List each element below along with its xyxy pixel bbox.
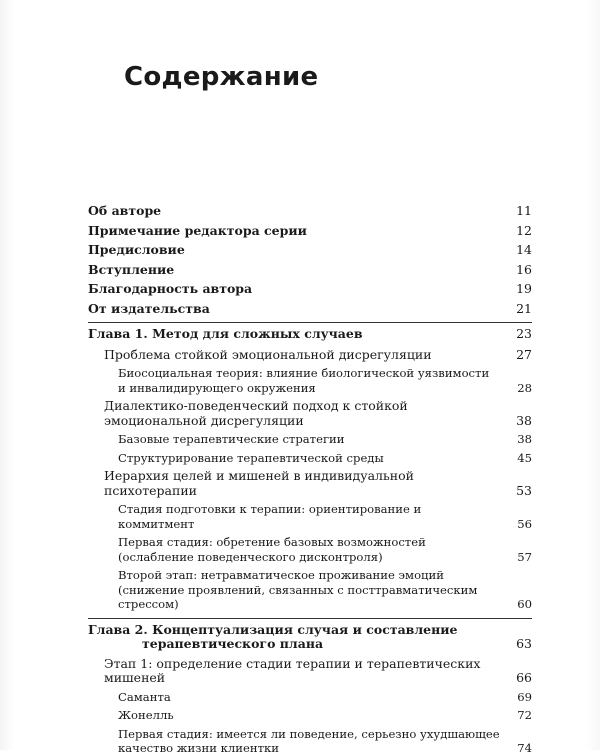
toc-entry-page: 27 <box>516 346 532 362</box>
toc-entry-title: Структурирование терапевтической среды <box>118 450 384 465</box>
toc-entry-title: От издательства <box>88 300 210 316</box>
toc-entry-page: 57 <box>517 549 532 564</box>
toc-entry[interactable] <box>88 302 532 317</box>
toc-entry[interactable] <box>88 657 532 686</box>
toc-entry-page: 12 <box>516 222 532 238</box>
toc-entry-page: 53 <box>516 482 532 498</box>
toc-entry-page: 45 <box>517 450 532 465</box>
toc-entry[interactable] <box>88 568 532 612</box>
toc-entry[interactable] <box>88 535 532 564</box>
toc-entry-page: 16 <box>516 261 532 277</box>
toc-entry[interactable] <box>88 243 532 258</box>
toc-chapter-heading[interactable] <box>88 623 532 652</box>
toc-entry[interactable] <box>88 469 532 498</box>
toc-entry-page: 23 <box>516 326 532 341</box>
toc-chapter-heading[interactable] <box>88 327 532 342</box>
table-of-contents <box>88 204 532 756</box>
toc-entry-title: Саманта <box>118 689 171 704</box>
toc-entry[interactable] <box>88 399 532 428</box>
toc-chapter-title <box>88 623 510 652</box>
toc-chapter-title-line1: Глава 2. Концептуализация случая и составление <box>88 621 458 637</box>
section-divider <box>88 618 532 619</box>
toc-entry-page: 60 <box>517 597 532 611</box>
toc-entry-page: 74 <box>517 741 532 755</box>
page-title: Содержание <box>124 62 319 92</box>
toc-entry[interactable] <box>88 366 532 395</box>
toc-entry-title: Этап 1: определение стадии терапии и терапевтических мишеней <box>104 655 481 685</box>
toc-entry-title: Биосоциальная теория: влияние биологической уязвимости и инвалидирующего окружения <box>118 366 490 395</box>
toc-entry-page: 19 <box>516 281 532 296</box>
toc-entry-page: 38 <box>516 412 532 428</box>
toc-entry-title: Базовые терапевтические стратегии <box>118 432 345 446</box>
toc-chapter-title: Глава 1. Метод для сложных случаев <box>88 326 363 341</box>
toc-entry-page: 14 <box>516 242 532 257</box>
toc-entry-title: Первая стадия: имеется ли поведение, серьезно ухудшающее качество жизни клиентки <box>118 726 500 755</box>
toc-entry-page: 21 <box>516 300 532 316</box>
toc-entry[interactable] <box>88 282 532 297</box>
toc-entry[interactable] <box>88 451 532 466</box>
toc-entry-page: 28 <box>517 380 532 395</box>
toc-entry-title: Благодарность автора <box>88 281 253 296</box>
toc-entry[interactable] <box>88 348 532 363</box>
toc-entry-title: Проблема стойкой эмоциональной дисрегуляции <box>104 346 432 362</box>
toc-entry-title: Вступление <box>88 261 175 277</box>
toc-entry[interactable] <box>88 690 532 705</box>
toc-entry-title: Второй этап: нетравматическое проживание эмоций (снижение проявлений, связанных с посттравматическим стрессом) <box>118 568 478 611</box>
toc-entry[interactable] <box>88 727 532 756</box>
toc-entry-page: 38 <box>517 432 532 446</box>
toc-entry-title: Предисловие <box>88 242 185 257</box>
toc-entry-page: 69 <box>517 689 532 704</box>
toc-entry-title: Диалектико-поведенческий подход к стойкой эмоциональной дисрегуляции <box>104 398 408 428</box>
toc-entry-title: Первая стадия: обретение базовых возможностей (ослабление поведенческого дисконтроля) <box>118 535 426 564</box>
toc-entry-title: Иерархия целей и мишеней в индивидуальной психотерапии <box>104 468 414 498</box>
toc-entry[interactable] <box>88 204 532 219</box>
toc-entry-page: 63 <box>516 636 532 651</box>
toc-entry[interactable] <box>88 224 532 239</box>
toc-entry[interactable] <box>88 502 532 531</box>
toc-entry[interactable] <box>88 263 532 278</box>
toc-entry-page: 72 <box>517 708 532 722</box>
section-divider <box>88 322 532 323</box>
toc-chapter-title-line2: терапевтического плана <box>142 636 324 651</box>
toc-entry-title: Примечание редактора серии <box>88 222 307 238</box>
toc-entry[interactable] <box>88 708 532 723</box>
toc-entry-title: Об авторе <box>88 203 162 218</box>
toc-entry-title: Жонелль <box>118 708 174 722</box>
toc-entry[interactable] <box>88 432 532 447</box>
toc-entry-page: 11 <box>516 203 532 218</box>
toc-entry-page: 66 <box>516 670 532 685</box>
toc-entry-page: 56 <box>517 516 532 531</box>
toc-entry-title: Стадия подготовки к терапии: ориентирование и коммитмент <box>118 502 422 531</box>
